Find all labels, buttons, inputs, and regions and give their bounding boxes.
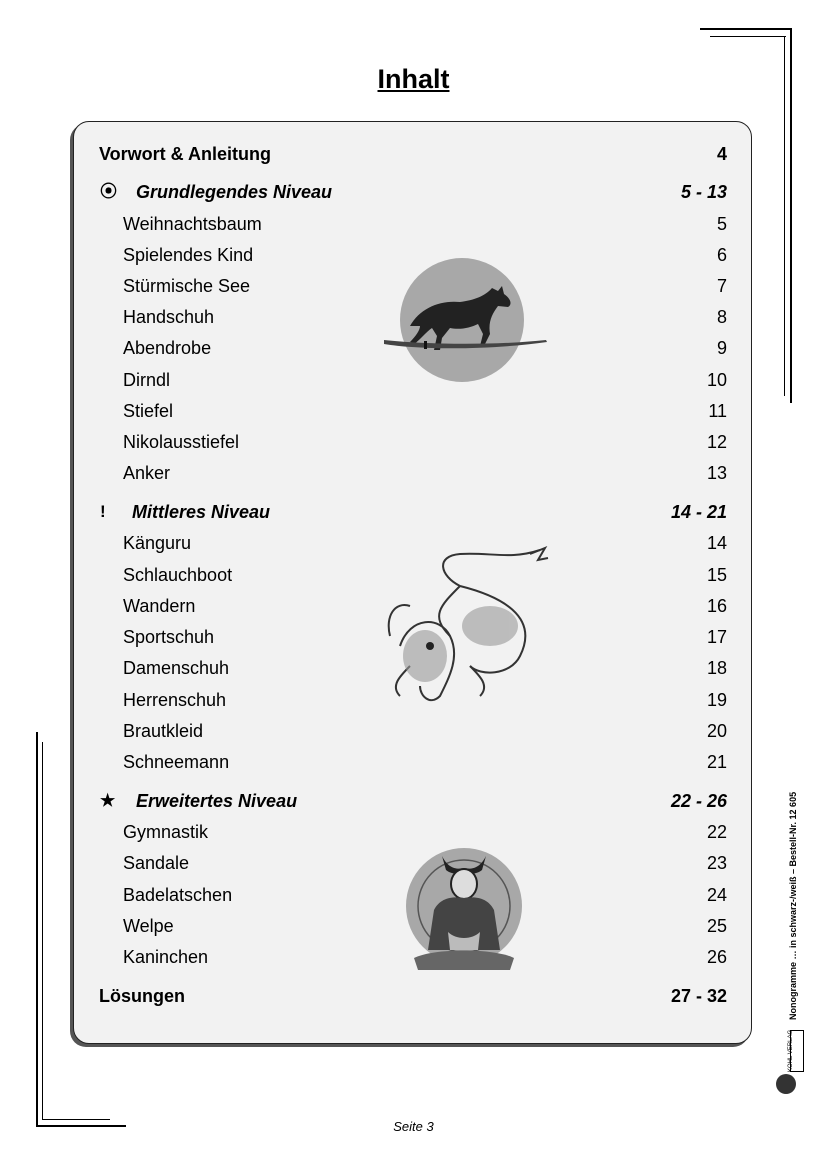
toc-entry[interactable]	[74, 399, 751, 423]
toc-label: Weihnachtsbaum	[123, 214, 262, 234]
toc-label: Lösungen	[99, 986, 185, 1006]
toc-label: Badelatschen	[123, 885, 233, 905]
toc-label: Schneemann	[123, 752, 230, 772]
page-title: Inhalt	[377, 64, 450, 94]
toc-page: 10	[706, 370, 727, 390]
toc-entry[interactable]	[74, 461, 751, 485]
toc-entry[interactable]	[74, 750, 751, 774]
toc-label: Damenschuh	[123, 658, 230, 678]
toc-label: Stürmische See	[123, 276, 251, 296]
toc-page: 13	[706, 463, 727, 483]
toc-entry[interactable]	[74, 719, 751, 743]
toc-label: Vorwort & Anleitung	[99, 144, 271, 164]
toc-label: Welpe	[123, 916, 174, 936]
frame-line-top-right	[710, 36, 786, 37]
toc-page: 20	[706, 721, 727, 741]
toc-label: Herrenschuh	[123, 690, 227, 710]
toc-label: Kaninchen	[123, 947, 209, 967]
toc-page: 4	[716, 144, 727, 164]
toc-page: 7	[716, 276, 727, 296]
toc-page: 11	[708, 401, 727, 421]
toc-section-title: Mittleres Niveau	[132, 502, 271, 522]
toc-label: Gymnastik	[123, 822, 209, 842]
toc-entry-vorwort[interactable]	[74, 142, 751, 166]
publisher-logo-text: KOHL VERLAG	[788, 1029, 794, 1072]
toc-page: 23	[706, 853, 727, 873]
tree-logo-icon	[776, 1074, 796, 1094]
toc-entry[interactable]	[74, 430, 751, 454]
toc-page: 6	[716, 245, 727, 265]
toc-label: Wandern	[123, 596, 196, 616]
toc-label: Spielendes Kind	[123, 245, 254, 265]
toc-label: Dirndl	[123, 370, 171, 390]
toc-label: Sandale	[123, 853, 190, 873]
side-publication-info: Nonogramme … in schwarz-/weiß – Bestell-Nr. 12 605	[788, 791, 798, 1020]
toc-page: 25	[706, 916, 727, 936]
toc-page: 18	[706, 658, 727, 678]
toc-page: 17	[706, 627, 727, 647]
publisher-logo	[776, 1030, 806, 1100]
toc-page: 12	[706, 432, 727, 452]
toc-entry[interactable]	[74, 212, 751, 236]
toc-page: 16	[706, 596, 727, 616]
toc-entry-loesungen[interactable]	[74, 984, 751, 1008]
toc-label: Känguru	[123, 533, 192, 553]
toc-page: 24	[706, 885, 727, 905]
toc-section-title: Erweitertes Niveau	[136, 791, 298, 811]
toc-page: 21	[706, 752, 727, 772]
toc-label: Sportschuh	[123, 627, 215, 647]
table-of-contents	[73, 121, 752, 1044]
toc-label: Stiefel	[123, 401, 174, 421]
toc-page: 26	[706, 947, 727, 967]
toc-page: 9	[716, 338, 727, 358]
page-number: Seite 3	[393, 1119, 434, 1134]
toc-page: 19	[706, 690, 727, 710]
toc-section-grundlegend[interactable]	[74, 180, 751, 204]
samurai-icon	[404, 840, 524, 978]
toc-section-erweitert[interactable]	[74, 789, 751, 813]
toc-section-pages: 22 - 26	[670, 791, 727, 811]
target-icon: ⦿	[100, 182, 117, 201]
toc-page: 15	[706, 565, 727, 585]
frame-line-left	[36, 732, 38, 1127]
frame-line-top-right	[700, 28, 792, 30]
toc-page: 27 - 32	[670, 986, 727, 1006]
dragon-icon	[380, 546, 550, 718]
toc-page: 5	[716, 214, 727, 234]
exclamation-icon: !	[100, 502, 106, 521]
toc-section-pages: 14 - 21	[670, 502, 727, 522]
toc-label: Brautkleid	[123, 721, 204, 741]
wolf-with-sword-icon	[380, 258, 555, 388]
toc-label: Abendrobe	[123, 338, 212, 358]
toc-page: 8	[716, 307, 727, 327]
toc-section-mittel[interactable]	[74, 500, 751, 524]
toc-section-title: Grundlegendes Niveau	[136, 182, 333, 202]
toc-label: Schlauchboot	[123, 565, 233, 585]
star-icon: ★	[100, 791, 116, 810]
toc-page: 14	[706, 533, 727, 553]
frame-line-left	[42, 742, 43, 1120]
toc-label: Nikolausstiefel	[123, 432, 240, 452]
toc-label: Handschuh	[123, 307, 215, 327]
toc-label: Anker	[123, 463, 171, 483]
toc-section-pages: 5 - 13	[680, 182, 727, 202]
toc-page: 22	[706, 822, 727, 842]
